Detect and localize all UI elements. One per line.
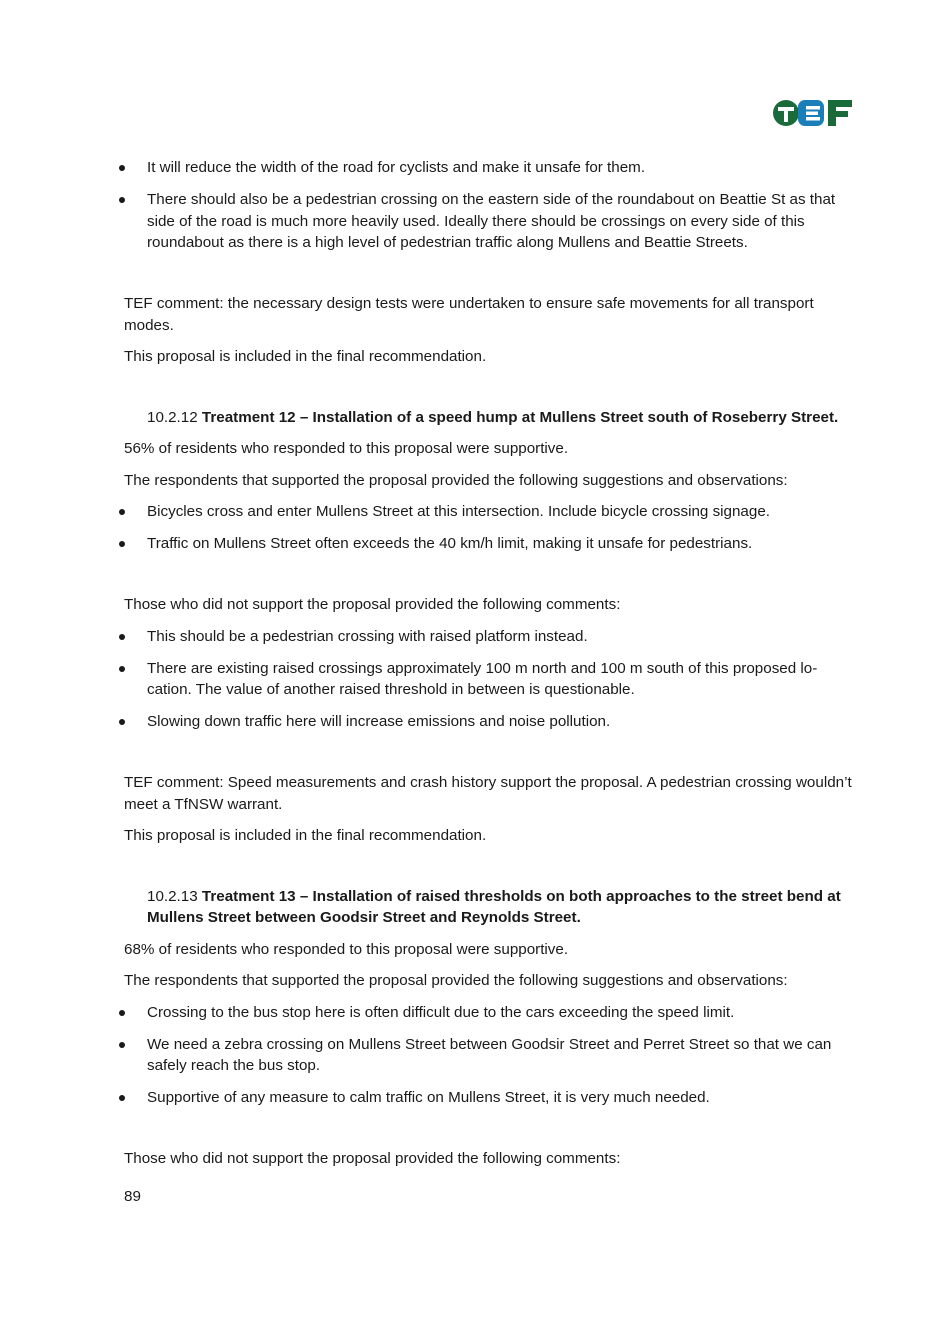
section-heading-10-2-13 xyxy=(124,886,859,929)
support-stat-12: 56% of residents who responded to this proposal were supportive. xyxy=(124,440,569,457)
oppose-intro-13: Those who did not support the proposal provided the following comments: xyxy=(124,1150,621,1167)
list-item: It will reduce the width of the road for cyclists and make it unsafe for them. xyxy=(124,157,859,179)
tef-logo xyxy=(772,98,854,128)
page-number: 89 xyxy=(124,1188,141,1205)
list-item: There should also be a pedestrian crossing on the eastern side of the roundabout on Beattie St as that side of the road is much more heavily used. Ideally there should be crossings on every side of this roundabout as there is a high level of pedestrian traffic along Mullens and Beattie Streets. xyxy=(124,189,859,254)
section-number: 10.2.12 xyxy=(147,408,198,426)
document-body xyxy=(124,157,859,1180)
final-recommendation-12: This proposal is included in the final recommendation. xyxy=(124,827,487,844)
oppose-intro-12: Those who did not support the proposal provided the following comments: xyxy=(124,596,621,613)
list-item: Crossing to the bus stop here is often difficult due to the cars exceeding the speed limit. xyxy=(124,1002,859,1024)
section-heading-10-2-12 xyxy=(124,407,859,429)
support-bullets-12 xyxy=(124,501,859,555)
final-recommendation-11: This proposal is included in the final recommendation. xyxy=(124,348,487,365)
support-stat-13: 68% of residents who responded to this proposal were supportive. xyxy=(124,940,569,958)
support-bullets-13 xyxy=(124,1002,859,1109)
list-item: Traffic on Mullens Street often exceeds the 40 km/h limit, making it unsafe for pedestrians. xyxy=(124,533,859,555)
treatment-11-bullets xyxy=(124,157,859,254)
tef-comment-12: TEF comment: Speed measurements and crash history support the proposal. A pedestrian crossing wouldn’t meet a TfNSW warrant. xyxy=(124,774,852,813)
section-title: Treatment 12 – Installation of a speed hump at Mullens Street south of Roseberry Street. xyxy=(201,408,839,426)
list-item: We need a zebra crossing on Mullens Street between Goodsir Street and Perret Street so that we can safely reach the bus stop. xyxy=(124,1034,859,1077)
list-item: This should be a pedestrian crossing with raised platform instead. xyxy=(124,626,859,648)
list-item: Bicycles cross and enter Mullens Street at this intersection. Include bicycle crossing signage. xyxy=(124,501,859,523)
support-intro-13: The respondents that supported the proposal provided the following suggestions and observations: xyxy=(124,972,788,989)
oppose-bullets-12 xyxy=(124,626,859,733)
section-number: 10.2.13 xyxy=(147,887,198,905)
support-intro-12: The respondents that supported the proposal provided the following suggestions and observations: xyxy=(124,471,788,489)
tef-comment-11: TEF comment: the necessary design tests were undertaken to ensure safe movements for all transport modes. xyxy=(124,295,814,334)
section-title: Treatment 13 – Installation of raised thresholds on both approaches to the street bend at Mullens Street between Goodsir Street and Reynolds Street. xyxy=(147,887,841,926)
list-item: Slowing down traffic here will increase emissions and noise pollution. xyxy=(124,711,859,733)
list-item: Supportive of any measure to calm traffic on Mullens Street, it is very much needed. xyxy=(124,1087,859,1109)
list-item: There are existing raised crossings approximately 100 m north and 100 m south of this proposed lo-cation. The value of another raised threshold in between is questionable. xyxy=(124,658,859,701)
